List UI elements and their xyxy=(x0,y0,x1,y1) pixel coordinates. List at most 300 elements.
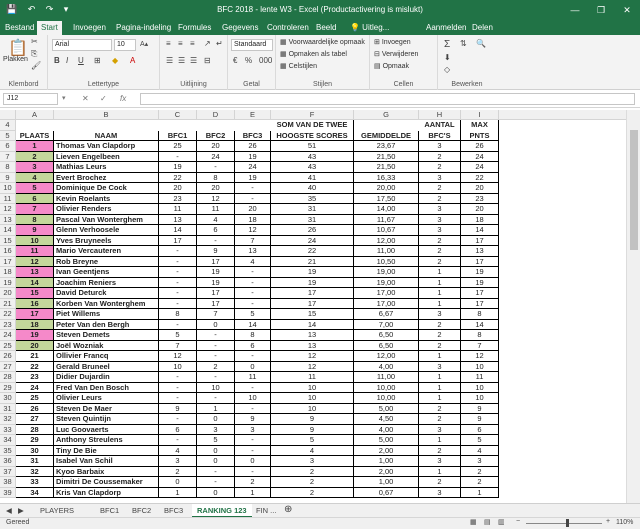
max-cell[interactable]: 13 xyxy=(461,246,499,257)
place-cell[interactable]: 2 xyxy=(16,152,54,163)
empty-cell[interactable] xyxy=(16,120,54,131)
column-header-g[interactable]: G xyxy=(354,110,419,120)
column-header-a[interactable]: A xyxy=(16,110,54,120)
header-cell-f[interactable]: SOM VAN DE TWEE xyxy=(271,120,354,131)
count-cell[interactable]: 2 xyxy=(419,341,461,352)
name-cell[interactable]: Evert Brochez xyxy=(54,173,159,184)
sum-cell[interactable]: 19 xyxy=(271,278,354,289)
max-cell[interactable]: 9 xyxy=(461,414,499,425)
sum-cell[interactable]: 31 xyxy=(271,215,354,226)
bfc3-cell[interactable]: 3 xyxy=(235,425,271,436)
count-cell[interactable]: 1 xyxy=(419,267,461,278)
count-cell[interactable]: 2 xyxy=(419,477,461,488)
bottom-align-icon[interactable]: ≡ xyxy=(190,39,195,48)
max-cell[interactable]: 6 xyxy=(461,425,499,436)
max-cell[interactable]: 24 xyxy=(461,152,499,163)
column-header-c[interactable]: C xyxy=(159,110,197,120)
place-cell[interactable]: 5 xyxy=(16,183,54,194)
count-cell[interactable]: 3 xyxy=(419,141,461,152)
bfc3-cell[interactable]: 8 xyxy=(235,330,271,341)
bfc2-cell[interactable]: 0 xyxy=(197,488,235,499)
count-cell[interactable]: 2 xyxy=(419,404,461,415)
number-format-select[interactable]: Standaard xyxy=(231,39,273,51)
bfc3-cell[interactable]: 6 xyxy=(235,341,271,352)
place-cell[interactable]: 18 xyxy=(16,320,54,331)
font-color-icon[interactable]: A xyxy=(130,56,136,65)
avg-cell[interactable]: 17,50 xyxy=(354,194,419,205)
column-header-h[interactable]: H xyxy=(419,110,461,120)
name-cell[interactable]: Mathias Leurs xyxy=(54,162,159,173)
bfc1-cell[interactable]: - xyxy=(159,393,197,404)
format-painter-icon[interactable]: 🖌 xyxy=(31,61,42,70)
row-header[interactable]: 23 xyxy=(0,320,16,331)
max-cell[interactable]: 1 xyxy=(461,488,499,499)
count-cell[interactable]: 3 xyxy=(419,309,461,320)
merge-icon[interactable]: ⊟ xyxy=(204,56,211,65)
clear-icon[interactable]: ◇ xyxy=(444,65,451,74)
place-cell[interactable]: 6 xyxy=(16,194,54,205)
bfc2-cell[interactable]: 0 xyxy=(197,320,235,331)
count-cell[interactable]: 3 xyxy=(419,204,461,215)
copy-icon[interactable]: ⎘ xyxy=(31,49,38,58)
sum-cell[interactable]: 51 xyxy=(271,141,354,152)
row-header[interactable]: 11 xyxy=(0,194,16,205)
bfc1-cell[interactable]: 23 xyxy=(159,194,197,205)
name-cell[interactable]: Peter Van den Bergh xyxy=(54,320,159,331)
name-cell[interactable]: Dominique De Cock xyxy=(54,183,159,194)
bfc1-cell[interactable]: 17 xyxy=(159,236,197,247)
max-cell[interactable]: 11 xyxy=(461,372,499,383)
sum-cell[interactable]: 17 xyxy=(271,299,354,310)
sum-cell[interactable]: 5 xyxy=(271,435,354,446)
max-cell[interactable]: 23 xyxy=(461,194,499,205)
place-cell[interactable]: 16 xyxy=(16,299,54,310)
avg-cell[interactable]: 2,00 xyxy=(354,446,419,457)
max-cell[interactable]: 14 xyxy=(461,320,499,331)
bfc2-cell[interactable]: 7 xyxy=(197,309,235,320)
row-header[interactable]: 20 xyxy=(0,288,16,299)
name-cell[interactable]: Tiny De Bie xyxy=(54,446,159,457)
header-cell-c[interactable]: BFC1 xyxy=(159,131,197,142)
max-cell[interactable]: 2 xyxy=(461,467,499,478)
name-cell[interactable]: Dimitri De Coussemaker xyxy=(54,477,159,488)
max-cell[interactable]: 17 xyxy=(461,299,499,310)
bfc3-cell[interactable]: - xyxy=(235,435,271,446)
bfc2-cell[interactable]: 10 xyxy=(197,383,235,394)
bfc2-cell[interactable]: - xyxy=(197,341,235,352)
sum-cell[interactable]: 10 xyxy=(271,404,354,415)
bfc1-cell[interactable]: 0 xyxy=(159,477,197,488)
avg-cell[interactable]: 4,50 xyxy=(354,414,419,425)
sum-cell[interactable]: 43 xyxy=(271,162,354,173)
bfc1-cell[interactable]: 3 xyxy=(159,456,197,467)
sum-cell[interactable]: 35 xyxy=(271,194,354,205)
max-cell[interactable]: 4 xyxy=(461,446,499,457)
max-cell[interactable]: 20 xyxy=(461,204,499,215)
bfc2-cell[interactable]: - xyxy=(197,162,235,173)
bfc1-cell[interactable]: 20 xyxy=(159,183,197,194)
bfc2-cell[interactable]: 4 xyxy=(197,215,235,226)
bfc2-cell[interactable]: - xyxy=(197,330,235,341)
place-cell[interactable]: 11 xyxy=(16,246,54,257)
sum-cell[interactable]: 10 xyxy=(271,393,354,404)
sum-cell[interactable]: 24 xyxy=(271,236,354,247)
place-cell[interactable]: 34 xyxy=(16,488,54,499)
bfc1-cell[interactable]: 2 xyxy=(159,467,197,478)
conditional-formatting-button[interactable]: ▦ Voorwaardelijke opmaak xyxy=(280,39,365,46)
vertical-scrollbar[interactable] xyxy=(626,110,640,503)
align-left-icon[interactable]: ☰ xyxy=(166,56,174,65)
tab-invoegen[interactable]: Invoegen xyxy=(73,23,106,32)
page-break-icon[interactable]: ▥ xyxy=(498,519,505,526)
row-header[interactable]: 27 xyxy=(0,362,16,373)
bfc2-cell[interactable]: 17 xyxy=(197,257,235,268)
bfc3-cell[interactable]: 13 xyxy=(235,246,271,257)
avg-cell[interactable]: 7,00 xyxy=(354,320,419,331)
bfc2-cell[interactable]: - xyxy=(197,372,235,383)
bfc1-cell[interactable]: - xyxy=(159,372,197,383)
header-cell-b[interactable]: NAAM xyxy=(54,131,159,142)
bfc2-cell[interactable]: 0 xyxy=(197,414,235,425)
sheet-tab-fin[interactable]: FIN ... xyxy=(256,506,277,515)
scrollbar-thumb[interactable] xyxy=(630,130,638,250)
bfc2-cell[interactable]: 3 xyxy=(197,425,235,436)
sum-cell[interactable]: 31 xyxy=(271,204,354,215)
count-cell[interactable]: 1 xyxy=(419,467,461,478)
count-cell[interactable]: 3 xyxy=(419,488,461,499)
avg-cell[interactable]: 11,00 xyxy=(354,246,419,257)
bfc2-cell[interactable]: 0 xyxy=(197,446,235,457)
max-cell[interactable]: 18 xyxy=(461,215,499,226)
bfc1-cell[interactable]: - xyxy=(159,246,197,257)
max-cell[interactable]: 19 xyxy=(461,278,499,289)
column-header-e[interactable]: E xyxy=(235,110,271,120)
sheet-tab-bfc3[interactable]: BFC3 xyxy=(164,506,184,515)
row-header[interactable]: 31 xyxy=(0,404,16,415)
bfc2-cell[interactable]: 5 xyxy=(197,435,235,446)
middle-align-icon[interactable]: ≡ xyxy=(178,39,183,48)
zoom-level[interactable]: 110% xyxy=(616,519,634,526)
count-cell[interactable]: 2 xyxy=(419,320,461,331)
normal-view-icon[interactable]: ▦ xyxy=(470,519,477,526)
bfc3-cell[interactable]: 7 xyxy=(235,236,271,247)
autosum-icon[interactable]: Σ xyxy=(444,39,451,50)
bfc3-cell[interactable]: - xyxy=(235,278,271,289)
bfc1-cell[interactable]: - xyxy=(159,288,197,299)
sum-cell[interactable]: 40 xyxy=(271,183,354,194)
avg-cell[interactable]: 21,50 xyxy=(354,162,419,173)
count-cell[interactable]: 3 xyxy=(419,173,461,184)
name-cell[interactable]: Gerald Bruneel xyxy=(54,362,159,373)
place-cell[interactable]: 23 xyxy=(16,372,54,383)
avg-cell[interactable]: 16,33 xyxy=(354,173,419,184)
max-cell[interactable]: 26 xyxy=(461,141,499,152)
sum-cell[interactable]: 11 xyxy=(271,372,354,383)
sum-cell[interactable]: 10 xyxy=(271,383,354,394)
zoom-in-icon[interactable]: + xyxy=(606,518,611,525)
empty-cell[interactable] xyxy=(197,120,235,131)
font-size-select[interactable]: 10 xyxy=(114,39,136,51)
avg-cell[interactable]: 5,00 xyxy=(354,404,419,415)
name-cell[interactable]: Ollivier Francq xyxy=(54,351,159,362)
sum-cell[interactable]: 2 xyxy=(271,488,354,499)
bfc2-cell[interactable]: - xyxy=(197,351,235,362)
header-cell-e[interactable]: BFC3 xyxy=(235,131,271,142)
count-cell[interactable]: 2 xyxy=(419,330,461,341)
avg-cell[interactable]: 17,00 xyxy=(354,299,419,310)
bfc2-cell[interactable]: 8 xyxy=(197,173,235,184)
avg-cell[interactable]: 1,00 xyxy=(354,477,419,488)
empty-cell[interactable] xyxy=(54,120,159,131)
row-header[interactable]: 5 xyxy=(0,131,16,142)
sum-cell[interactable]: 15 xyxy=(271,309,354,320)
count-cell[interactable]: 1 xyxy=(419,351,461,362)
row-header[interactable]: 18 xyxy=(0,267,16,278)
bfc2-cell[interactable]: - xyxy=(197,393,235,404)
bfc2-cell[interactable]: 20 xyxy=(197,141,235,152)
place-cell[interactable]: 10 xyxy=(16,236,54,247)
percent-icon[interactable]: % xyxy=(245,56,253,65)
count-cell[interactable]: 3 xyxy=(419,215,461,226)
count-cell[interactable]: 2 xyxy=(419,414,461,425)
max-cell[interactable]: 8 xyxy=(461,309,499,320)
sheet-tab-bfc1[interactable]: BFC1 xyxy=(100,506,120,515)
bfc1-cell[interactable]: 14 xyxy=(159,225,197,236)
max-cell[interactable]: 5 xyxy=(461,435,499,446)
row-header[interactable]: 25 xyxy=(0,341,16,352)
place-cell[interactable]: 12 xyxy=(16,257,54,268)
bfc3-cell[interactable]: - xyxy=(235,299,271,310)
row-header[interactable]: 29 xyxy=(0,383,16,394)
place-cell[interactable]: 13 xyxy=(16,267,54,278)
bfc1-cell[interactable]: 4 xyxy=(159,446,197,457)
row-header[interactable]: 34 xyxy=(0,435,16,446)
sum-cell[interactable]: 14 xyxy=(271,320,354,331)
count-cell[interactable]: 2 xyxy=(419,236,461,247)
max-cell[interactable]: 10 xyxy=(461,362,499,373)
empty-cell[interactable] xyxy=(354,120,419,131)
insert-cells-button[interactable]: ⊞ Invoegen xyxy=(374,39,411,46)
row-header[interactable]: 28 xyxy=(0,372,16,383)
sum-cell[interactable]: 13 xyxy=(271,341,354,352)
currency-icon[interactable]: € xyxy=(233,56,238,65)
name-cell[interactable]: Pascal Van Wonterghem xyxy=(54,215,159,226)
avg-cell[interactable]: 12,00 xyxy=(354,351,419,362)
name-cell[interactable]: Mario Vercauteren xyxy=(54,246,159,257)
place-cell[interactable]: 1 xyxy=(16,141,54,152)
sheet-tab-players[interactable]: PLAYERS xyxy=(40,506,75,515)
bfc2-cell[interactable]: 1 xyxy=(197,404,235,415)
max-cell[interactable]: 7 xyxy=(461,341,499,352)
count-cell[interactable]: 2 xyxy=(419,194,461,205)
find-icon[interactable]: 🔍 xyxy=(476,39,486,48)
name-cell[interactable]: Didier Dujardin xyxy=(54,372,159,383)
fill-color-icon[interactable]: ◆ xyxy=(112,56,119,65)
italic-icon[interactable]: I xyxy=(66,56,69,65)
count-cell[interactable]: 2 xyxy=(419,446,461,457)
place-cell[interactable]: 29 xyxy=(16,435,54,446)
bfc3-cell[interactable]: - xyxy=(235,183,271,194)
bfc3-cell[interactable]: 20 xyxy=(235,204,271,215)
bfc2-cell[interactable]: - xyxy=(197,477,235,488)
row-header[interactable]: 26 xyxy=(0,351,16,362)
header-cell-g[interactable]: GEMIDDELDE xyxy=(354,131,419,142)
bfc3-cell[interactable]: 9 xyxy=(235,414,271,425)
tab-bestand[interactable]: Bestand xyxy=(5,23,35,32)
page-layout-icon[interactable]: ▤ xyxy=(484,519,491,526)
count-cell[interactable]: 1 xyxy=(419,299,461,310)
sum-cell[interactable]: 3 xyxy=(271,456,354,467)
row-header[interactable]: 14 xyxy=(0,225,16,236)
bfc3-cell[interactable]: 0 xyxy=(235,456,271,467)
bfc1-cell[interactable]: - xyxy=(159,257,197,268)
name-box-dropdown-icon[interactable]: ▾ xyxy=(62,95,66,102)
font-name-select[interactable]: Arial xyxy=(52,39,112,51)
bfc2-cell[interactable]: 20 xyxy=(197,183,235,194)
place-cell[interactable]: 24 xyxy=(16,383,54,394)
count-cell[interactable]: 2 xyxy=(419,162,461,173)
name-cell[interactable]: Luc Goovaerts xyxy=(54,425,159,436)
avg-cell[interactable]: 20,00 xyxy=(354,183,419,194)
bfc3-cell[interactable]: 26 xyxy=(235,141,271,152)
avg-cell[interactable]: 10,00 xyxy=(354,393,419,404)
bfc1-cell[interactable]: 13 xyxy=(159,215,197,226)
bfc1-cell[interactable]: 11 xyxy=(159,204,197,215)
max-cell[interactable]: 17 xyxy=(461,288,499,299)
header-cell-d[interactable]: BFC2 xyxy=(197,131,235,142)
name-cell[interactable]: Joël Wozniak xyxy=(54,341,159,352)
quick-access-toolbar[interactable]: 💾 ↶ ↷ ▾ xyxy=(6,4,73,14)
name-cell[interactable]: Yves Bruyneels xyxy=(54,236,159,247)
sort-filter-icon[interactable]: ⇅ xyxy=(460,39,467,48)
bfc1-cell[interactable]: 19 xyxy=(159,162,197,173)
sum-cell[interactable]: 26 xyxy=(271,225,354,236)
bfc2-cell[interactable]: 17 xyxy=(197,288,235,299)
cancel-icon[interactable]: ✕ xyxy=(82,94,89,103)
avg-cell[interactable]: 6,67 xyxy=(354,309,419,320)
underline-icon[interactable]: U xyxy=(78,56,84,65)
row-header[interactable]: 7 xyxy=(0,152,16,163)
align-right-icon[interactable]: ☰ xyxy=(190,56,198,65)
maximize-button[interactable]: ❐ xyxy=(596,5,606,15)
bfc1-cell[interactable]: 10 xyxy=(159,362,197,373)
bfc1-cell[interactable]: - xyxy=(159,435,197,446)
bfc1-cell[interactable]: - xyxy=(159,278,197,289)
max-cell[interactable]: 3 xyxy=(461,456,499,467)
thousands-icon[interactable]: 000 xyxy=(259,56,273,65)
sum-cell[interactable]: 17 xyxy=(271,288,354,299)
zoom-slider[interactable] xyxy=(526,523,602,524)
avg-cell[interactable]: 12,00 xyxy=(354,236,419,247)
place-cell[interactable]: 33 xyxy=(16,477,54,488)
wrap-text-icon[interactable]: ↵ xyxy=(216,39,223,48)
count-cell[interactable]: 2 xyxy=(419,183,461,194)
bfc2-cell[interactable]: 6 xyxy=(197,225,235,236)
cell-styles-button[interactable]: ▦ Celstijlen xyxy=(280,63,317,70)
name-cell[interactable]: Kris Van Clapdorp xyxy=(54,488,159,499)
sum-cell[interactable]: 22 xyxy=(271,246,354,257)
sheet-tab-bfc2[interactable]: BFC2 xyxy=(132,506,152,515)
bfc3-cell[interactable]: - xyxy=(235,467,271,478)
bfc1-cell[interactable]: - xyxy=(159,383,197,394)
name-cell[interactable]: Olivier Renders xyxy=(54,204,159,215)
place-cell[interactable]: 17 xyxy=(16,309,54,320)
bold-icon[interactable]: B xyxy=(54,56,60,65)
bfc3-cell[interactable]: 19 xyxy=(235,173,271,184)
bfc3-cell[interactable]: 4 xyxy=(235,257,271,268)
bfc3-cell[interactable]: 19 xyxy=(235,152,271,163)
bfc3-cell[interactable]: 11 xyxy=(235,372,271,383)
avg-cell[interactable]: 23,67 xyxy=(354,141,419,152)
sum-cell[interactable]: 9 xyxy=(271,425,354,436)
enter-icon[interactable]: ✓ xyxy=(100,94,107,103)
sum-cell[interactable]: 4 xyxy=(271,446,354,457)
bfc3-cell[interactable]: - xyxy=(235,267,271,278)
place-cell[interactable]: 19 xyxy=(16,330,54,341)
paste-button[interactable]: Plakken xyxy=(3,56,28,63)
sum-cell[interactable]: 19 xyxy=(271,267,354,278)
name-cell[interactable]: Korben Van Wonterghem xyxy=(54,299,159,310)
row-header[interactable]: 12 xyxy=(0,204,16,215)
count-cell[interactable]: 3 xyxy=(419,362,461,373)
max-cell[interactable]: 12 xyxy=(461,351,499,362)
cut-icon[interactable]: ✂ xyxy=(31,37,38,46)
sum-cell[interactable]: 12 xyxy=(271,362,354,373)
column-header-i[interactable]: I xyxy=(461,110,499,120)
name-cell[interactable]: Lieven Engelbeen xyxy=(54,152,159,163)
bfc2-cell[interactable]: - xyxy=(197,236,235,247)
row-header[interactable]: 10 xyxy=(0,183,16,194)
bfc2-cell[interactable]: 19 xyxy=(197,278,235,289)
bfc3-cell[interactable]: 1 xyxy=(235,488,271,499)
row-header[interactable]: 24 xyxy=(0,330,16,341)
bfc3-cell[interactable]: - xyxy=(235,194,271,205)
avg-cell[interactable]: 11,67 xyxy=(354,215,419,226)
add-sheet-icon[interactable]: ⊕ xyxy=(284,504,293,515)
paste-icon[interactable]: 📋 xyxy=(8,40,28,57)
place-cell[interactable]: 22 xyxy=(16,362,54,373)
sum-cell[interactable]: 2 xyxy=(271,477,354,488)
avg-cell[interactable]: 6,50 xyxy=(354,341,419,352)
row-header[interactable]: 38 xyxy=(0,477,16,488)
name-cell[interactable]: Glenn Verhoosele xyxy=(54,225,159,236)
bfc1-cell[interactable]: - xyxy=(159,152,197,163)
tab-controleren[interactable]: Controleren xyxy=(267,23,309,32)
bfc1-cell[interactable]: 8 xyxy=(159,309,197,320)
bfc2-cell[interactable]: 19 xyxy=(197,267,235,278)
place-cell[interactable]: 32 xyxy=(16,467,54,478)
place-cell[interactable]: 20 xyxy=(16,341,54,352)
empty-cell[interactable] xyxy=(235,120,271,131)
row-header[interactable]: 6 xyxy=(0,141,16,152)
tab-start[interactable]: Start xyxy=(37,21,62,35)
place-cell[interactable]: 30 xyxy=(16,446,54,457)
avg-cell[interactable]: 19,00 xyxy=(354,267,419,278)
avg-cell[interactable]: 10,00 xyxy=(354,383,419,394)
name-cell[interactable]: Isabel Van Schil xyxy=(54,456,159,467)
sum-cell[interactable]: 12 xyxy=(271,351,354,362)
row-header[interactable]: 16 xyxy=(0,246,16,257)
place-cell[interactable]: 15 xyxy=(16,288,54,299)
name-cell[interactable]: Joachim Reniers xyxy=(54,278,159,289)
tab-uitleg[interactable]: 💡 Uitleg... xyxy=(350,23,390,32)
count-cell[interactable]: 3 xyxy=(419,456,461,467)
bfc1-cell[interactable]: - xyxy=(159,267,197,278)
bfc3-cell[interactable]: - xyxy=(235,288,271,299)
format-cells-button[interactable]: ▤ Opmaak xyxy=(374,63,410,70)
insert-function-icon[interactable]: fx xyxy=(120,94,127,103)
bfc1-cell[interactable]: 1 xyxy=(159,488,197,499)
